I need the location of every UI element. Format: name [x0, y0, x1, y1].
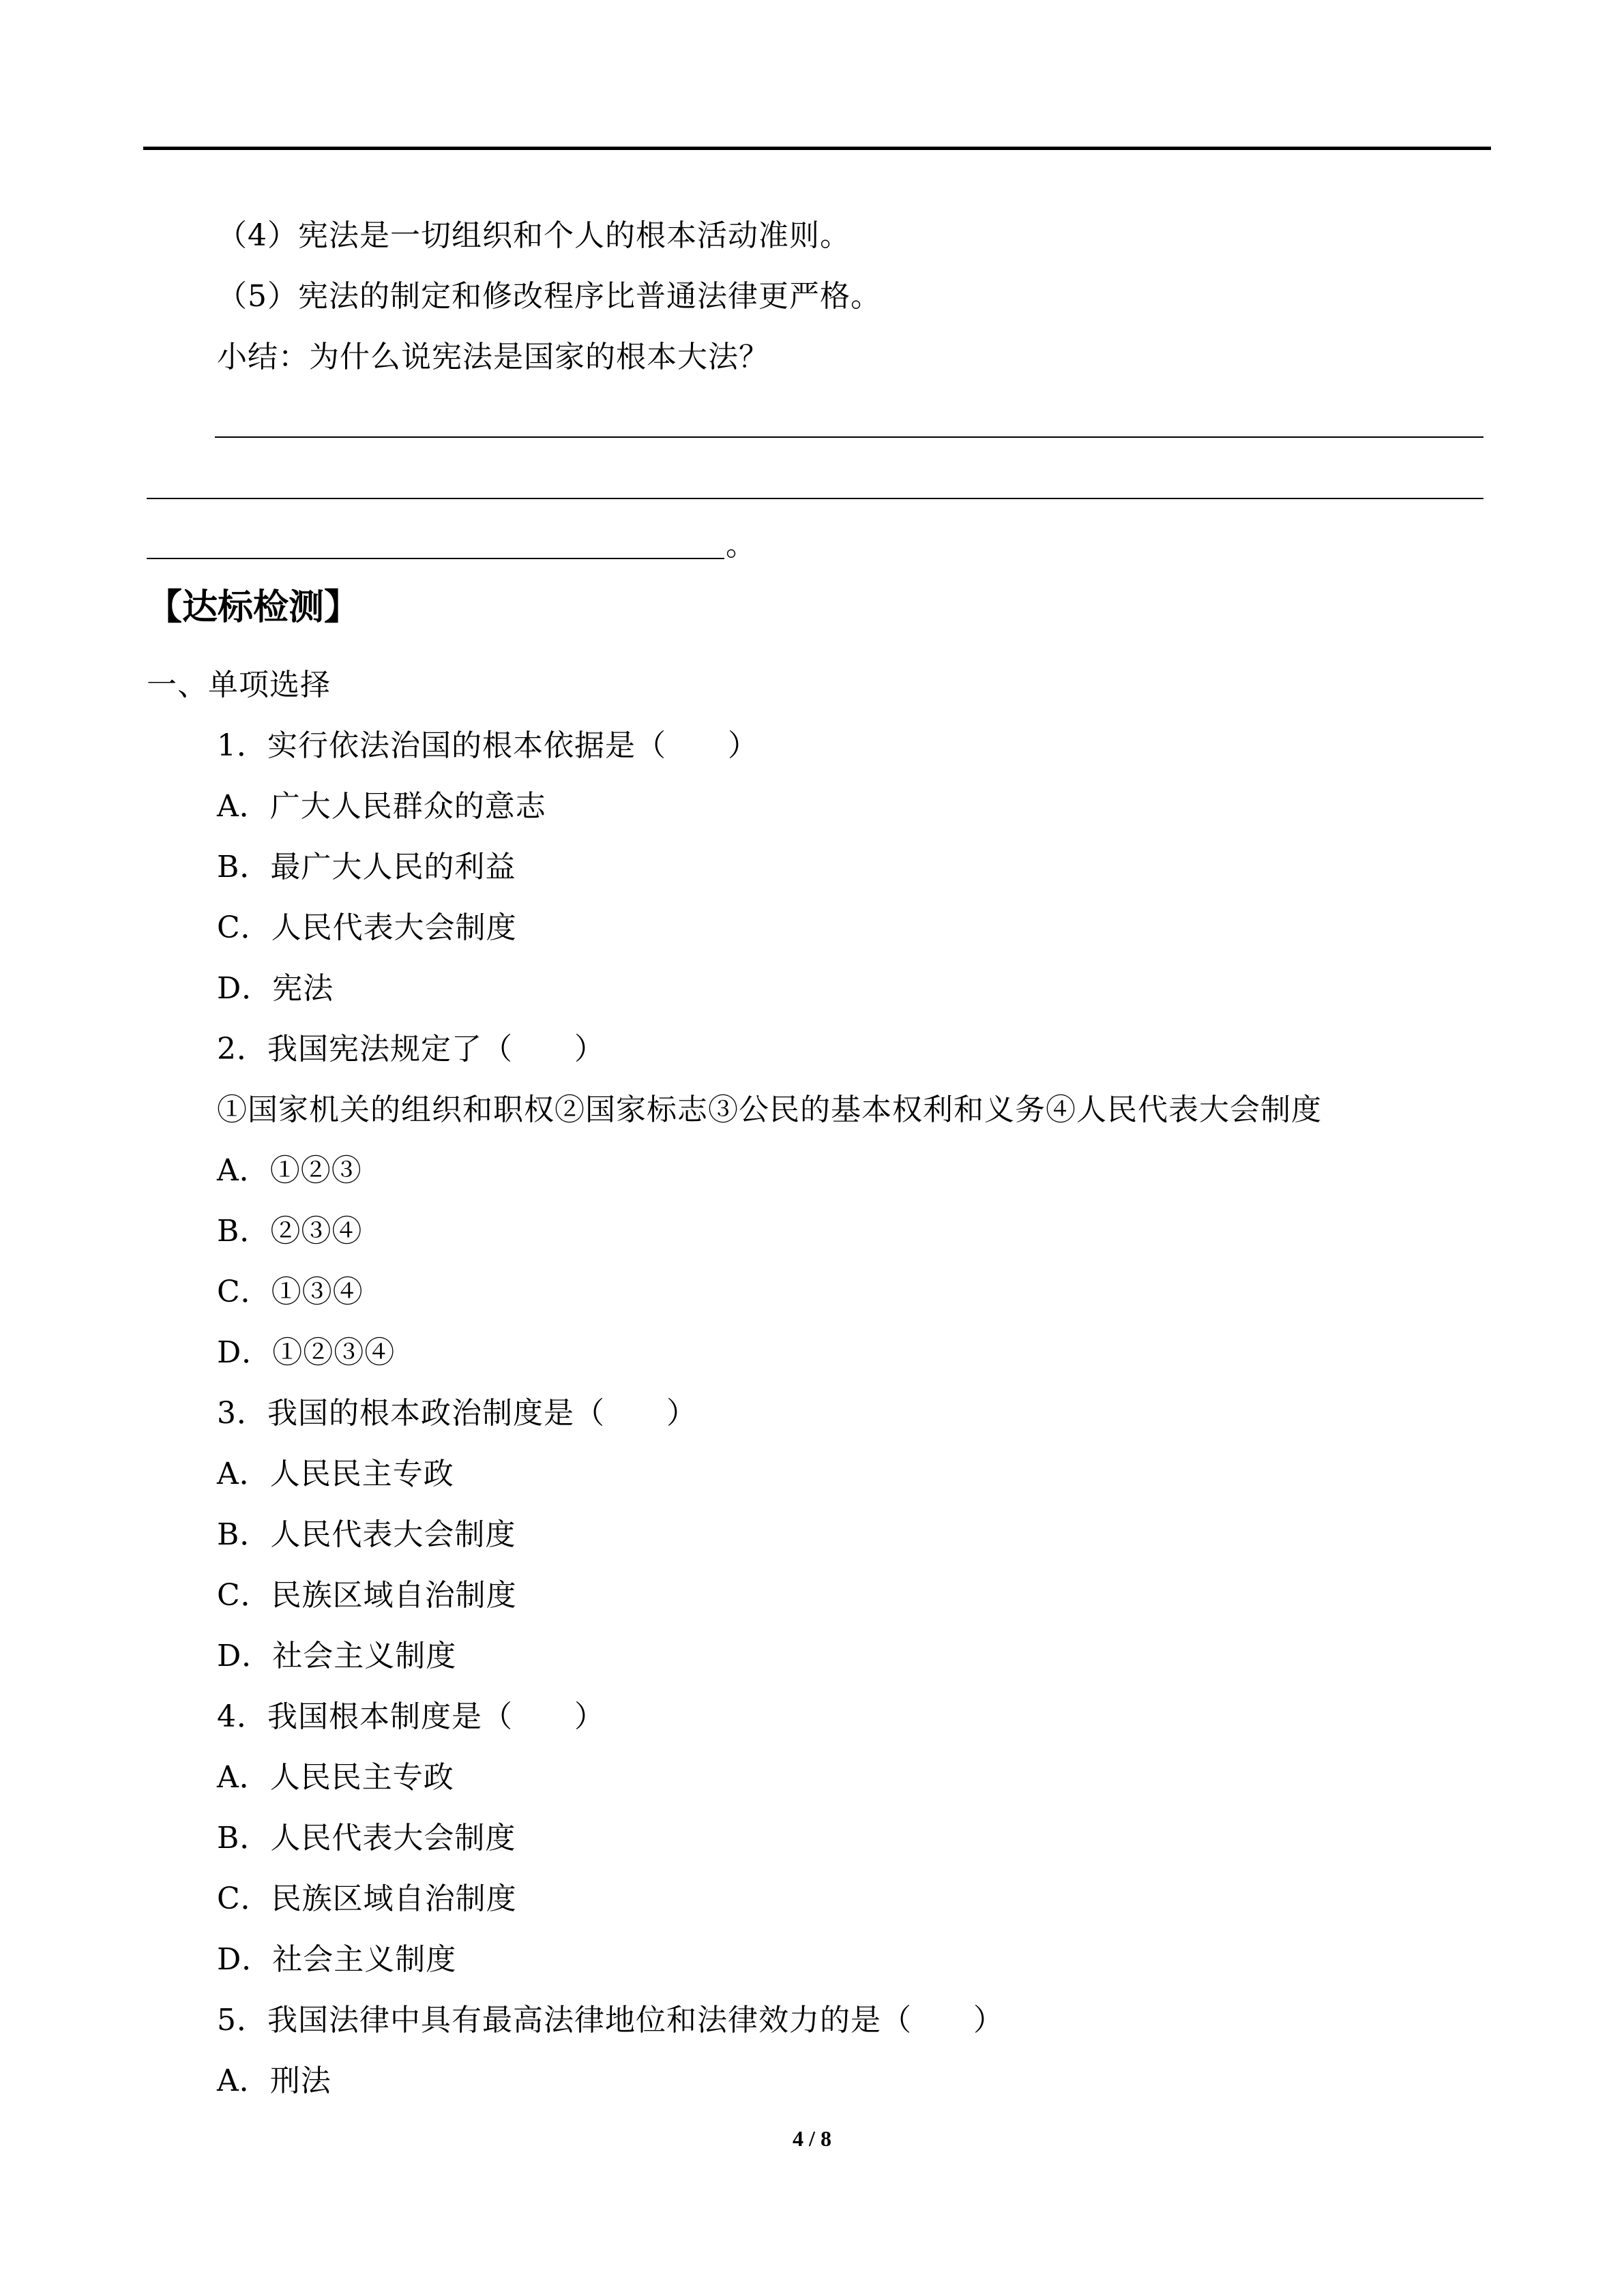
question-4-option-b: B．人民代表大会制度	[217, 1821, 516, 1855]
page-number: 4 / 8	[793, 2126, 831, 2151]
part-title: 一、单项选择	[147, 668, 331, 702]
question-1-option-d: D．宪法	[217, 971, 334, 1006]
answer-blank-line-3[interactable]	[147, 558, 724, 559]
question-3-option-d: D．社会主义制度	[217, 1639, 457, 1673]
intro-item-5: （5）宪法的制定和修改程序比普通法律更严格。	[217, 279, 881, 314]
question-1-option-b: B．最广大人民的利益	[217, 850, 516, 884]
question-3-option-c: C．民族区域自治制度	[217, 1578, 517, 1613]
question-1-option-c: C．人民代表大会制度	[217, 910, 517, 945]
answer-blank-line-1[interactable]	[215, 436, 1483, 438]
question-5-stem: 5．我国法律中具有最高法律地位和法律效力的是（ ）	[217, 2003, 1004, 2038]
question-2-option-a: A．①②③	[217, 1153, 362, 1188]
question-2-option-d: D．①②③④	[217, 1335, 396, 1370]
summary-question: 小结：为什么说宪法是国家的根本大法？	[217, 340, 769, 374]
question-2-option-c: C．①③④	[217, 1274, 364, 1309]
question-5-option-a: A．刑法	[217, 2063, 331, 2098]
question-2-option-b: B．②③④	[217, 1214, 363, 1249]
question-3-option-b: B．人民代表大会制度	[217, 1517, 516, 1552]
header-rule	[143, 147, 1491, 150]
answer-blank-line-2[interactable]	[147, 498, 1483, 499]
question-1-option-a: A．广大人民群众的意志	[217, 789, 546, 824]
answer-end-mark: 。	[726, 528, 756, 563]
question-2-statements: ①国家机关的组织和职权②国家标志③公民的基本权利和义务④人民代表大会制度	[217, 1092, 1322, 1127]
question-4-stem: 4．我国根本制度是（ ）	[217, 1699, 605, 1734]
question-1-stem: 1．实行依法治国的根本依据是（ ）	[217, 728, 758, 763]
intro-item-4: （4）宪法是一切组织和个人的根本活动准则。	[217, 218, 851, 253]
question-3-stem: 3．我国的根本政治制度是（ ）	[217, 1396, 697, 1431]
section-title: 【达标检测】	[147, 587, 360, 628]
question-4-option-a: A．人民民主专政	[217, 1760, 454, 1795]
question-4-option-c: C．民族区域自治制度	[217, 1881, 517, 1916]
question-3-option-a: A．人民民主专政	[217, 1457, 454, 1491]
question-4-option-d: D．社会主义制度	[217, 1942, 457, 1977]
question-2-stem: 2．我国宪法规定了（ ）	[217, 1032, 605, 1067]
